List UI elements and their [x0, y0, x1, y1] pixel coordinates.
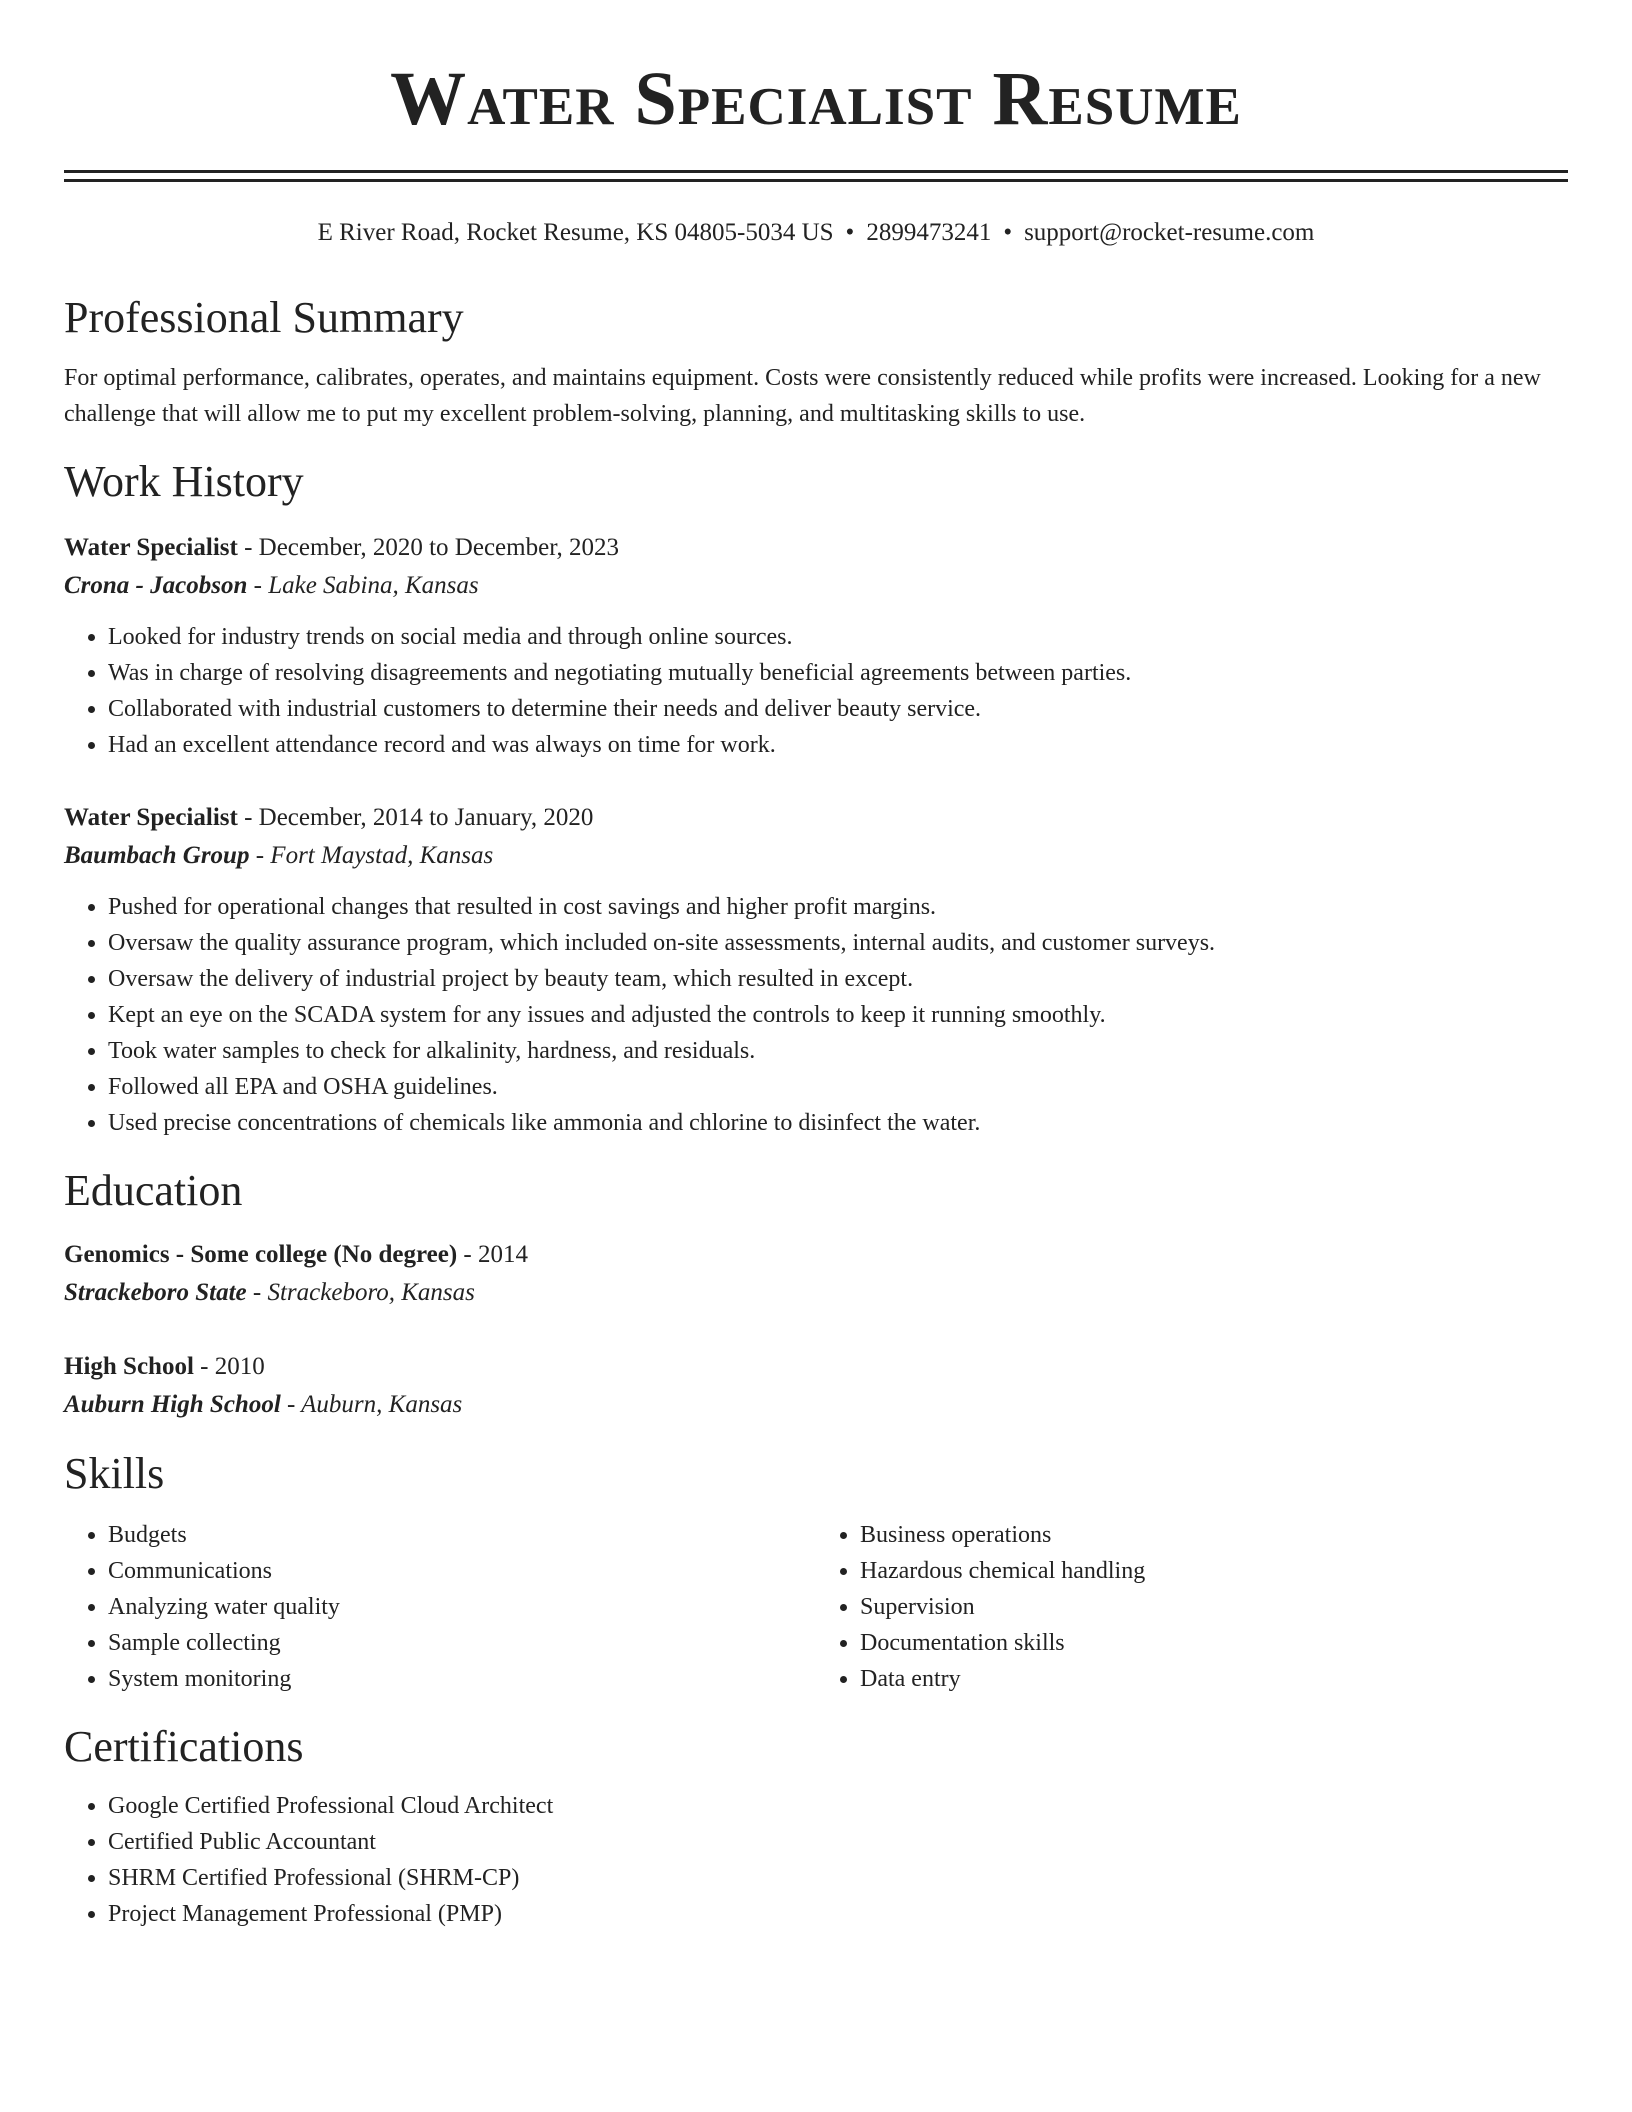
certification-item: • Certified Public Accountant	[108, 1824, 1568, 1860]
job-dates: - December, 2014 to January, 2020	[237, 804, 594, 832]
list-item: • Collaborated with industrial customers to determine their needs and deliver beauty service.	[108, 691, 1568, 727]
job-company-line	[64, 837, 1568, 875]
education-entry	[64, 1348, 1568, 1424]
summary-heading: Professional Summary	[64, 292, 464, 342]
skills-heading: Skills	[64, 1448, 165, 1498]
summary-text: For optimal performance, calibrates, operates, and maintains equipment. Costs were consistently reduced while profits were increased. Looking for a new challenge that will allow me to put my excellent problem-solving, planning, and multitasking skills to use.	[64, 365, 1541, 428]
contact-line	[64, 218, 1568, 248]
job-title: Water Specialist	[64, 804, 238, 832]
list-item: • Was in charge of resolving disagreements and negotiating mutually beneficial agreements between parties.	[108, 655, 1568, 691]
contact-separator: •	[1003, 218, 1013, 246]
page-title: Water Specialist Resume	[390, 57, 1242, 141]
job-location: - Fort Maystad, Kansas	[249, 842, 494, 870]
list-item: • Used precise concentrations of chemicals like ammonia and chlorine to disinfect the water.	[108, 1105, 1568, 1141]
education-school-line	[64, 1386, 1568, 1424]
job-company-line	[64, 567, 1568, 605]
skills-column-left	[64, 1517, 816, 1697]
title-divider-bottom	[64, 179, 1568, 182]
list-item: • Pushed for operational changes that resulted in cost savings and higher profit margins.	[108, 889, 1568, 925]
job-bullets	[64, 889, 1568, 1141]
skill-item: • Communications	[108, 1553, 816, 1589]
education-degree: Genomics - Some college (No degree)	[64, 1240, 458, 1268]
certification-item: • Project Management Professional (PMP)	[108, 1896, 1568, 1932]
list-item: • Oversaw the delivery of industrial project by beauty team, which resulted in except.	[108, 961, 1568, 997]
job-dates: - December, 2020 to December, 2023	[237, 534, 620, 562]
skill-item: • Business operations	[860, 1517, 1568, 1553]
certification-item: • Google Certified Professional Cloud Architect	[108, 1788, 1568, 1824]
work-history-heading: Work History	[64, 457, 304, 507]
skill-item: • Budgets	[108, 1517, 816, 1553]
skills-grid	[64, 1517, 1568, 1697]
certifications-heading: Certifications	[64, 1721, 304, 1771]
education-school: Strackeboro State	[64, 1278, 247, 1306]
job-title-line	[64, 529, 1568, 567]
skill-item: • Analyzing water quality	[108, 1589, 816, 1625]
job-entry	[64, 529, 1568, 763]
skills-column-right	[816, 1517, 1568, 1697]
skill-item: • Hazardous chemical handling	[860, 1553, 1568, 1589]
education-heading: Education	[64, 1166, 243, 1216]
education-school-line	[64, 1274, 1568, 1312]
education-degree-line	[64, 1236, 1568, 1274]
contact-separator: •	[845, 218, 855, 246]
education-year: - 2014	[457, 1240, 528, 1268]
skill-item: • System monitoring	[108, 1661, 816, 1697]
education-degree-line	[64, 1348, 1568, 1386]
contact-email: support@rocket-resume.com	[1024, 218, 1315, 246]
education-location: - Auburn, Kansas	[280, 1390, 463, 1418]
education-location: - Strackeboro, Kansas	[246, 1278, 475, 1306]
certification-item: • SHRM Certified Professional (SHRM-CP)	[108, 1860, 1568, 1896]
contact-address: E River Road, Rocket Resume, KS 04805-5034 US	[317, 218, 834, 246]
skill-item: • Data entry	[860, 1661, 1568, 1697]
education-entry	[64, 1236, 1568, 1312]
job-entry	[64, 799, 1568, 1141]
list-item: • Kept an eye on the SCADA system for any issues and adjusted the controls to keep it running smoothly.	[108, 997, 1568, 1033]
list-item: • Took water samples to check for alkalinity, hardness, and residuals.	[108, 1033, 1568, 1069]
education-degree: High School	[64, 1352, 194, 1380]
education-year: - 2010	[193, 1352, 265, 1380]
job-title: Water Specialist	[64, 534, 238, 562]
list-item: • Had an excellent attendance record and was always on time for work.	[108, 727, 1568, 763]
job-company: Baumbach Group	[64, 842, 250, 870]
job-company: Crona - Jacobson	[64, 572, 248, 600]
list-item: • Followed all EPA and OSHA guidelines.	[108, 1069, 1568, 1105]
skill-item: • Documentation skills	[860, 1625, 1568, 1661]
contact-phone: 2899473241	[866, 218, 992, 246]
skill-item: • Sample collecting	[108, 1625, 816, 1661]
certifications-list	[64, 1788, 1568, 1932]
job-location: - Lake Sabina, Kansas	[247, 572, 479, 600]
education-school: Auburn High School	[64, 1390, 281, 1418]
title-divider-top	[64, 170, 1568, 173]
job-title-line	[64, 799, 1568, 837]
list-item: • Oversaw the quality assurance program, which included on-site assessments, internal audits, and customer surveys.	[108, 925, 1568, 961]
skill-item: • Supervision	[860, 1589, 1568, 1625]
list-item: • Looked for industry trends on social media and through online sources.	[108, 619, 1568, 655]
job-bullets	[64, 619, 1568, 763]
